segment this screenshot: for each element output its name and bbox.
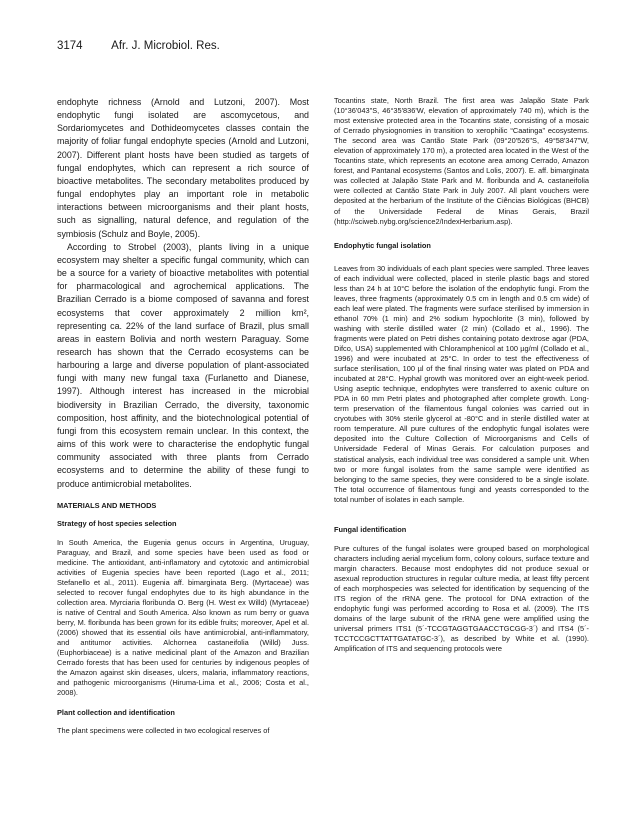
running-header [57,40,220,52]
subheading-fungal-identification: Fungal identification [334,524,407,534]
subheading-host-selection: Strategy of host species selection [57,518,177,528]
paragraph-identification: Pure cultures of the fungal isolates were grouped based on morphological characters including aerial mycelium form, colony colours, surface texture and margin characters. Because most endophytes did not produce sexual or asexual reproduction structures in regular culture media, at least fifty percent of each morphospecies was selected for identification by sequencing of the ITS region of the rRNA gene. The protocol for DNA extraction of the endophytic fungi was performed according to Rosa et al. (2009). The ITS domains of the large subunit of the rRNA gene were amplified using the universal primers ITS1 (5´-TCCGTAGGTGAACCTGCGG-3´) and ITS4 (5´-TCCTCCGCTTATTGATATGC-3´), as described by White et al. (1990). Amplification of ITS and sequencing protocols were [334,543,589,654]
page-number: 3174 [57,40,83,52]
paragraph-intro: endophyte richness (Arnold and Lutzoni, 2007). Most endophytic fungi isolated are ascomycetous, and Sordariomycetes and Dothideomycetes classes contain the majority of foliar fungal endophyte species (Arnold and Lutzoni, 2007). Different plant hosts have been studied as targets of fungal endophytes, which can represent a rich source of bioactive metabolites. The secondary metabolites produced by fungal endophytes play an important role in metabolic interactions between microorganisms and their plant hosts, such as signalling, natural defence, and regulation of the symbiosis (Schulz and Boyle, 2005). [57,97,309,239]
subheading-plant-collection: Plant collection and identification [57,708,175,718]
right-column [334,96,589,654]
left-column [57,96,309,736]
paragraph-collection: The plant specimens were collected in two ecological reserves of [57,726,270,736]
subheading-fungal-isolation: Endophytic fungal isolation [334,240,431,250]
paragraph-cerrado: According to Strobel (2003), plants living in a unique ecosystem may shelter a specific fungal community, which can be a source for a variety of bioactive metabolites with potential for pharmacological and agrochemical applications. The Brazilian Cerrado is a biome composed of savanna and forest ecosystems that cover approximately 2 million km², representing ca. 22% of the land surface of Brazil, plus small areas in eastern Bolivia and north western Paraguay. Some research has shown that the Cerrado ecosystems can be harbouring a large and diverse population of plant-associated fungi with many new fungal taxa (Furlanetto and Dianese, 1997). Although interest has increased in the microbial biodiversity in Brazilian Cerrado, the diversity, taxonomic composition, host affinity, and the biotechnological potential of fungi from this ecosystem remain unclear. In this context, the aims of this work were to characterise the endophytic fungal community associated with three plants from Cerrado ecosystems and to determine the ability of these fungi to produce antimicrobial metabolites. [57,241,309,489]
journal-name: Afr. J. Microbiol. Res. [111,40,220,52]
paragraph-host-species: In South America, the Eugenia genus occurs in Argentina, Uruguay, Paraguay, and Brazil, and some species have been used as food or medicine. The antioxidant, anti-inflamatory and cytotoxic and antimicrobial activities of Eugenia species have been reported (Lago et al., 2011; Stefanello et al., 2011). Eugenia aff. bimarginata Berg. (Myrtaceae) was selected to recover fungal endophytes due to its high abundance in the collection area. Myrciaria floribunda O. Berg (H. West ex Willd) (Myrtaceae) is native of Central and South America. Also known as rum berry or guava berry, M. floribunda has been grown for its edible fruits; moreover, Apel et al. (2006) showed that its essential oils have antimicrobial, anti-inflammatory, and antitumor activities. Alchornea castaneifolia (Willd) Juss. (Euphorbiaceae) is a native medicinal plant of the Amazon and Brazilian Cerrado forests that has been used for centuries by indigenous peoples of the Amazon against skin diseases, ulcers, malaria, inflammatory reactions, and pathogenic microorganisms (Hiruma-Lima et al., 2006; Costa et al., 2008). [57,537,309,698]
paragraph-isolation: Leaves from 30 individuals of each plant species were sampled. Three leaves of each individual were collected, placed in sterile plastic bags and stored less than 24 h at 10°C before the isolation of the endophytic fungi. From the leaves, three fragments (approximately 0.5 cm in length and 0.5 cm wide) of each leaf were plated. The fragments were surface sterilised by immersion in ethanol 70% (1 min) and 2% sodium hypochlorite (3 min), followed by washing with sterile distilled water (2 min) (Collado et al., 1996). The fragments were plated on Petri dishes containing potato dextrose agar (PDA, Difco, USA) supplemented with Chloramphenicol at 100 µg/ml (Collado et al., 1996) and were incubated at 25°C. In order to test the effectiveness of surface sterilisation, 100 µl of the final rinsing water was plated on PDA and incubated at 28°C. Hyphal growth was monitored over an eight-week period. Using aseptic technique, endophytes were transferred to axenic culture on PDA in 60 mm Petri plates and photographed after complete growth. Long-term preservation of the filamentous fungal colonies was carried out in cryotubes with 30% sterile glycerol at -80°C and in sterile distilled water at room temperature. All pure cultures of the endophytic fungal isolates were deposited into the Culture Collection of Microorganisms and Cells of Universidade Federal of Minas Gerais. For calculation purposes and statistical analysis, each individual tree was considered a sample unit. When two or more fungal isolates from the same sample were identified as belonging to the same species, they were considered to be a single isolate. The total occurrence of filamentous fungi and yeasts corresponded to the total number of isolates in each sample. [334,263,589,504]
paragraph-collection-sites: Tocantins state, North Brazil. The first area was Jalapão State Park (10°36'043"S, 46°35'836'W, elevation of approximately 740 m), which is the most extensive protected area in the Tocantins state, consisting of a mosaic of Cerrado physiognomies in transition to xerophilic “Caatinga” ecosystems. The second area was Cantão State Park (09°20'526"S, 49°58'347"W, elevation of approximately 170 m), a protected area located in the West of the Tocantins state, which represents an ecotone area among Cerrado, Amazon forest, and Pantanal ecosystems (Santos and Lolis, 2007). E. aff. bimarginata was collected at Jalapão State Park and M. floribunda and A. castaneifolia were collected at Cantão State Park in July 2007. All plant vouchers were deposited at the herbarium of the Institute of the Ciências Biológicas (BHCB) of the Universidade Federal de Minas Gerais, Brazil (http://sciweb.nybg.org/science2/IndexHerbarium.asp). [334,96,589,226]
section-heading-methods: MATERIALS AND METHODS [57,500,157,510]
